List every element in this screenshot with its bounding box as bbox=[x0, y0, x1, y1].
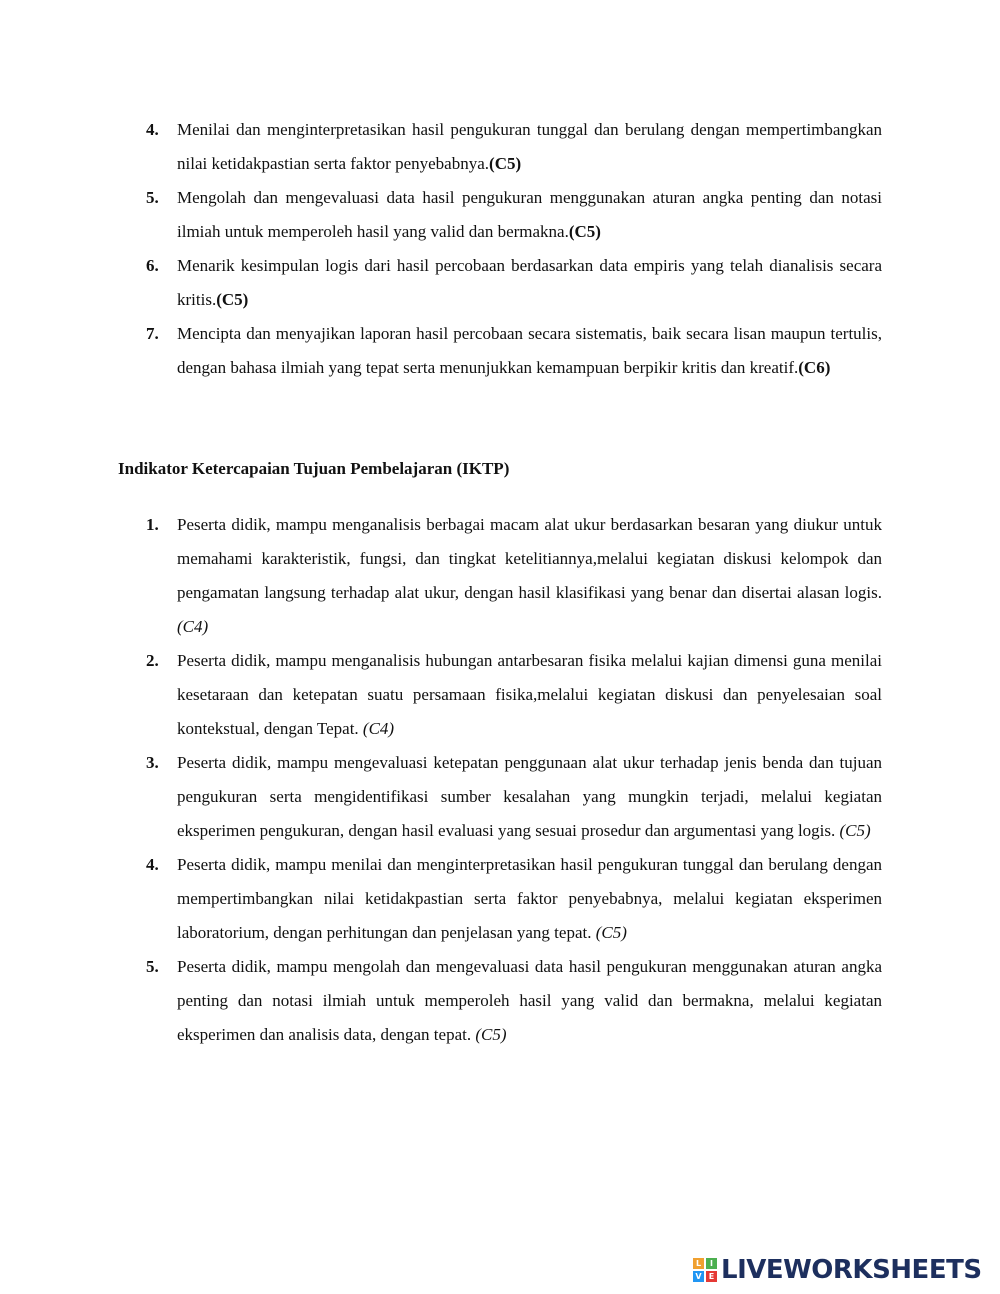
cognitive-level: (C5) bbox=[839, 821, 871, 840]
cognitive-level: (C5) bbox=[489, 154, 522, 173]
list-number: 7. bbox=[146, 324, 159, 343]
item-text: Mencipta dan menyajikan laporan hasil percobaan secara sistematis, baik secara lisan maupun tertulis, dengan bahasa ilmiah yang tepat serta menunjukkan kemampuan berpikir kritis dan kreatif. bbox=[177, 324, 882, 377]
list-item bbox=[0, 317, 1000, 385]
list-number: 1. bbox=[146, 515, 159, 534]
list-item bbox=[0, 113, 1000, 181]
list-text bbox=[177, 508, 882, 644]
item-text: Peserta didik, mampu mengevaluasi ketepatan penggunaan alat ukur terhadap jenis benda dan tujuan pengukuran serta mengidentifikasi sumber kesalahan yang mungkin terjadi, melalui kegiatan eksperimen pengukuran, dengan hasil evaluasi yang sesuai prosedur dan argumentasi yang logis. bbox=[177, 753, 882, 840]
item-text: Mengolah dan mengevaluasi data hasil pengukuran menggunakan aturan angka penting dan notasi ilmiah untuk memperoleh hasil yang valid dan bermakna. bbox=[177, 188, 882, 241]
cognitive-level: (C5) bbox=[216, 290, 249, 309]
list-text bbox=[177, 249, 882, 317]
list-text bbox=[177, 746, 882, 848]
list-number: 6. bbox=[146, 256, 159, 275]
list-number: 4. bbox=[146, 120, 159, 139]
list-text bbox=[177, 848, 882, 950]
logo-mark-cell: V bbox=[693, 1271, 704, 1282]
item-text: Peserta didik, mampu menganalisis hubungan antarbesaran fisika melalui kajian dimensi guna menilai kesetaraan dan ketepatan suatu persamaan fisika,melalui kegiatan diskusi dan penyelesaian soal kontekstual, dengan Tepat. bbox=[177, 651, 882, 738]
list-item bbox=[0, 508, 1000, 644]
cognitive-level: (C4) bbox=[362, 719, 395, 738]
item-text: Peserta didik, mampu menilai dan menginterpretasikan hasil pengukuran tunggal dan berulang dengan mempertimbangkan nilai ketidakpastian serta faktor penyebabnya, melalui kegiatan eksperimen laboratorium, dengan perhitungan dan penjelasan yang tepat. bbox=[177, 855, 882, 942]
item-text: Peserta didik, mampu mengolah dan mengevaluasi data hasil pengukuran menggunakan aturan angka penting dan notasi ilmiah untuk memperoleh hasil yang valid dan bermakna, melalui kegiatan eksperimen dan analisis data, dengan tepat. bbox=[177, 957, 882, 1044]
list-item bbox=[0, 249, 1000, 317]
cognitive-level: (C6) bbox=[798, 358, 831, 377]
list-item bbox=[0, 950, 1000, 1052]
liveworksheets-logo bbox=[693, 1253, 982, 1287]
list-text bbox=[177, 181, 882, 249]
list-text bbox=[177, 113, 882, 181]
list-item bbox=[0, 644, 1000, 746]
list-text bbox=[177, 644, 882, 746]
iktp-list bbox=[0, 508, 1000, 1052]
cognitive-level: (C4) bbox=[177, 617, 209, 636]
list-number: 4. bbox=[146, 855, 159, 874]
list-number: 2. bbox=[146, 651, 159, 670]
list-item bbox=[0, 848, 1000, 950]
logo-text: LIVEWORKSHEETS bbox=[721, 1255, 982, 1285]
list-text bbox=[177, 950, 882, 1052]
section-heading: Indikator Ketercapaian Tujuan Pembelajaran (IKTP) bbox=[118, 459, 510, 478]
list-number: 3. bbox=[146, 753, 159, 772]
cognitive-level: (C5) bbox=[568, 222, 601, 241]
logo-mark-cell: L bbox=[693, 1258, 704, 1269]
item-text: Menilai dan menginterpretasikan hasil pengukuran tunggal dan berulang dengan mempertimbangkan nilai ketidakpastian serta faktor penyebabnya. bbox=[177, 120, 882, 173]
logo-mark-icon bbox=[693, 1258, 717, 1282]
logo-mark-cell: E bbox=[706, 1271, 717, 1282]
list-text bbox=[177, 317, 882, 385]
objectives-list bbox=[0, 113, 1000, 385]
item-text: Menarik kesimpulan logis dari hasil percobaan berdasarkan data empiris yang telah dianalisis secara kritis. bbox=[177, 256, 882, 309]
cognitive-level: (C5) bbox=[475, 1025, 507, 1044]
list-item bbox=[0, 746, 1000, 848]
list-number: 5. bbox=[146, 188, 159, 207]
logo-mark-cell: I bbox=[706, 1258, 717, 1269]
list-number: 5. bbox=[146, 957, 159, 976]
item-text: Peserta didik, mampu menganalisis berbagai macam alat ukur berdasarkan besaran yang diukur untuk memahami karakteristik, fungsi, dan tingkat ketelitiannya,melalui kegiatan diskusi kelompok dan pengamatan langsung terhadap alat ukur, dengan hasil klasifikasi yang benar dan disertai alasan logis. bbox=[177, 515, 882, 602]
cognitive-level: (C5) bbox=[595, 923, 627, 942]
list-item bbox=[0, 181, 1000, 249]
